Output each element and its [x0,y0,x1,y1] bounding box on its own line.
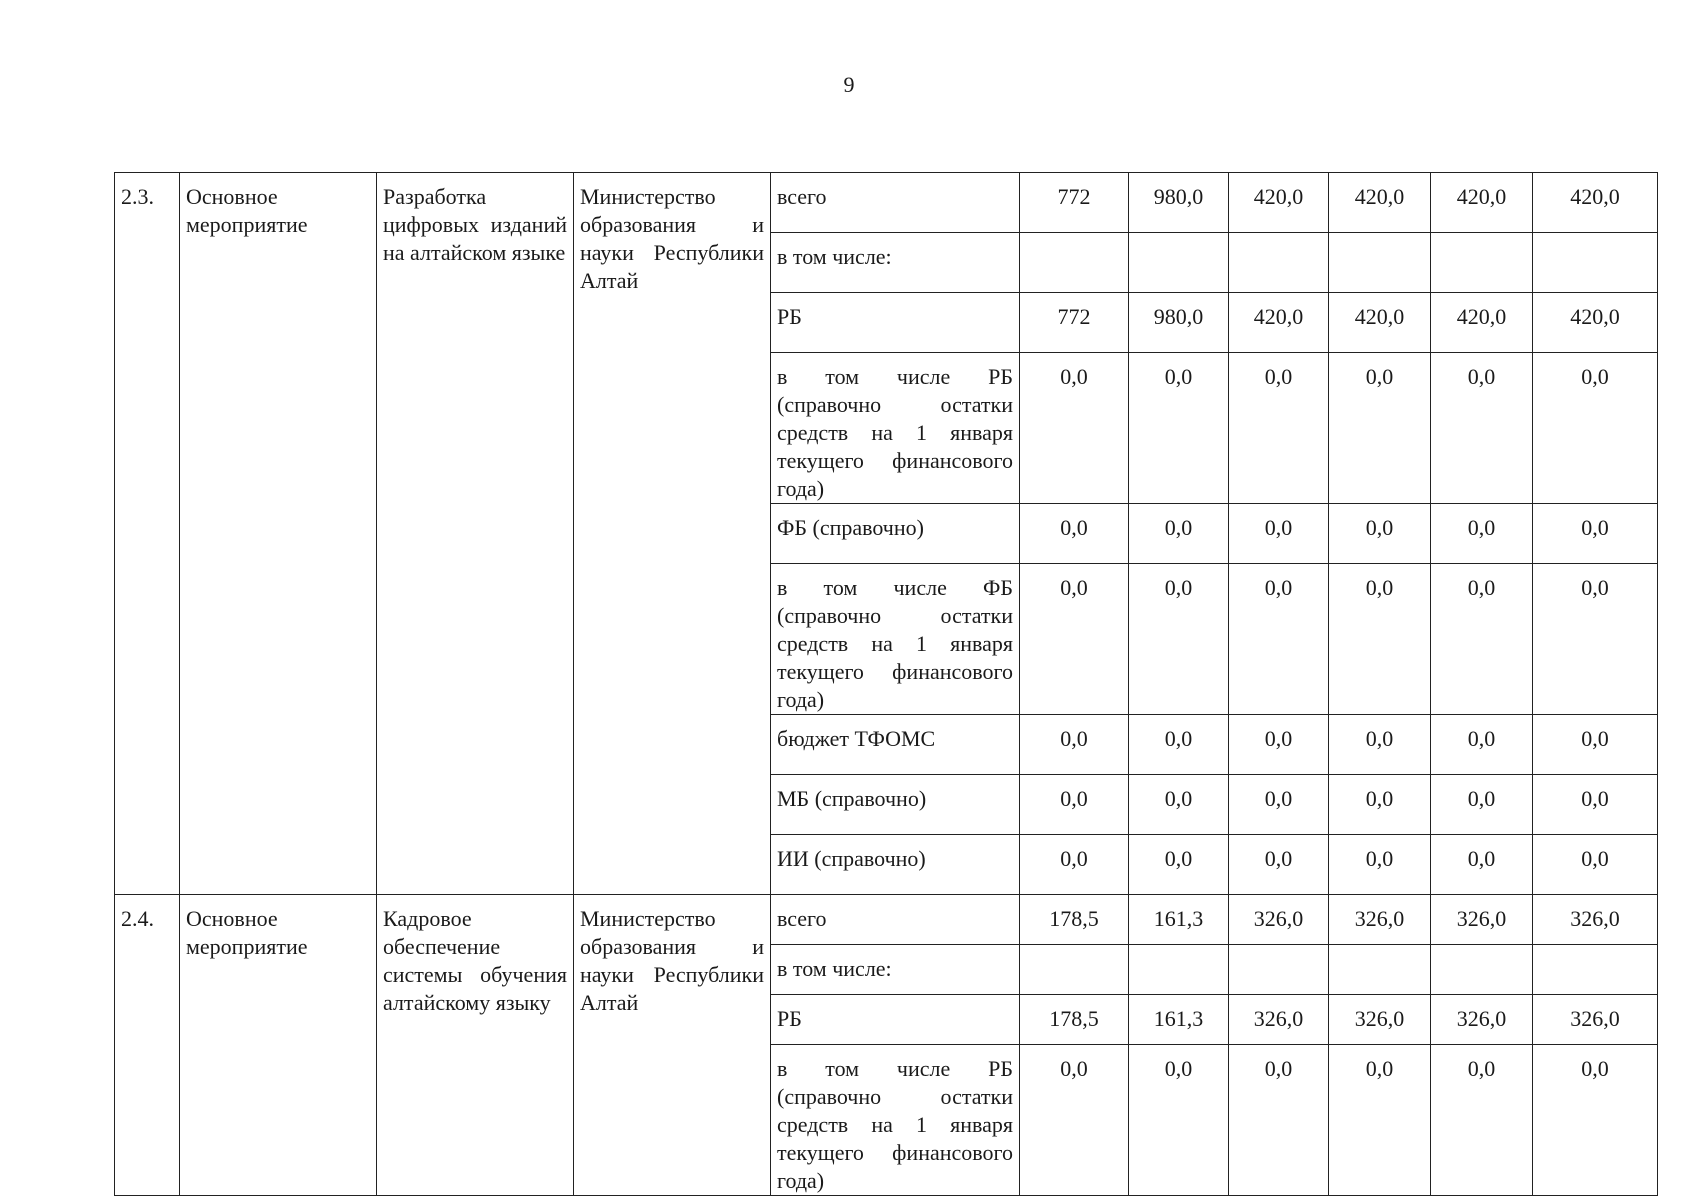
amount-cell: 0,0 [1431,835,1533,895]
amount-cell [1129,233,1229,293]
amount-cell [1129,945,1229,995]
amount-cell: 178,5 [1020,995,1129,1045]
budget-table [114,172,1658,1196]
funding-source: в том числе: [771,945,1020,995]
amount-cell [1431,945,1533,995]
amount-cell [1229,233,1329,293]
amount-cell: 0,0 [1020,775,1129,835]
amount-cell: 0,0 [1431,715,1533,775]
amount-cell: 0,0 [1431,775,1533,835]
amount-cell: 980,0 [1129,293,1229,353]
amount-cell: 0,0 [1329,835,1431,895]
amount-cell: 0,0 [1533,775,1658,835]
amount-cell: 0,0 [1129,775,1229,835]
amount-cell [1329,233,1431,293]
amount-cell: 326,0 [1229,995,1329,1045]
funding-source: ИИ (справочно) [771,835,1020,895]
executor: Министерство образования и науки Республики Алтай [574,173,771,895]
amount-cell: 0,0 [1329,775,1431,835]
amount-cell: 0,0 [1229,775,1329,835]
executor: Министерство образования и науки Республики Алтай [574,895,771,1196]
amount-cell: 0,0 [1329,564,1431,715]
amount-cell: 772 [1020,173,1129,233]
amount-cell: 420,0 [1533,293,1658,353]
amount-cell: 0,0 [1020,715,1129,775]
measure-type: Основное мероприятие [180,173,377,895]
amount-cell: 0,0 [1329,715,1431,775]
amount-cell: 0,0 [1329,353,1431,504]
funding-source: РБ [771,293,1020,353]
amount-cell [1020,945,1129,995]
amount-cell: 0,0 [1129,715,1229,775]
amount-cell: 0,0 [1533,504,1658,564]
amount-cell [1533,233,1658,293]
funding-source: бюджет ТФОМС [771,715,1020,775]
amount-cell: 326,0 [1431,895,1533,945]
amount-cell: 0,0 [1020,1045,1129,1196]
amount-cell: 420,0 [1229,173,1329,233]
funding-source: в том числе РБ (справочно остатки средств на 1 января текущего финансового года) [771,1045,1020,1196]
amount-cell: 0,0 [1533,564,1658,715]
measure-type: Основное мероприятие [180,895,377,1196]
amount-cell: 0,0 [1229,353,1329,504]
amount-cell: 0,0 [1533,715,1658,775]
amount-cell: 326,0 [1329,895,1431,945]
amount-cell: 0,0 [1020,564,1129,715]
amount-cell: 420,0 [1431,173,1533,233]
amount-cell: 0,0 [1229,715,1329,775]
amount-cell: 0,0 [1229,1045,1329,1196]
amount-cell: 178,5 [1020,895,1129,945]
amount-cell: 161,3 [1129,995,1229,1045]
funding-source: в том числе РБ (справочно остатки средств на 1 января текущего финансового года) [771,353,1020,504]
amount-cell: 0,0 [1533,353,1658,504]
amount-cell: 0,0 [1533,835,1658,895]
measure-name: Кадровое обеспечение системы обучения алтайскому языку [377,895,574,1196]
amount-cell: 326,0 [1431,995,1533,1045]
amount-cell: 772 [1020,293,1129,353]
funding-source: в том числе: [771,233,1020,293]
amount-cell: 420,0 [1431,293,1533,353]
amount-cell: 0,0 [1020,504,1129,564]
amount-cell: 980,0 [1129,173,1229,233]
amount-cell: 420,0 [1229,293,1329,353]
row-index: 2.4. [115,895,180,1196]
amount-cell: 0,0 [1329,504,1431,564]
amount-cell: 420,0 [1533,173,1658,233]
page-number: 9 [843,72,855,97]
amount-cell [1020,233,1129,293]
amount-cell: 326,0 [1229,895,1329,945]
amount-cell: 0,0 [1533,1045,1658,1196]
row-index: 2.3. [115,173,180,895]
funding-source: РБ [771,995,1020,1045]
amount-cell: 161,3 [1129,895,1229,945]
amount-cell: 0,0 [1431,1045,1533,1196]
amount-cell: 0,0 [1129,504,1229,564]
amount-cell: 0,0 [1020,353,1129,504]
table-row [115,895,1658,945]
table-body [115,173,1658,1196]
funding-source: всего [771,173,1020,233]
amount-cell: 326,0 [1533,995,1658,1045]
amount-cell: 0,0 [1229,835,1329,895]
amount-cell: 0,0 [1329,1045,1431,1196]
measure-name: Разработка цифровых изданий на алтайском языке [377,173,574,895]
amount-cell [1533,945,1658,995]
amount-cell [1329,945,1431,995]
amount-cell [1229,945,1329,995]
funding-source: МБ (справочно) [771,775,1020,835]
amount-cell: 0,0 [1431,564,1533,715]
amount-cell: 0,0 [1129,835,1229,895]
amount-cell: 0,0 [1129,564,1229,715]
funding-source: ФБ (справочно) [771,504,1020,564]
amount-cell: 0,0 [1129,353,1229,504]
amount-cell: 0,0 [1129,1045,1229,1196]
funding-source: всего [771,895,1020,945]
amount-cell: 0,0 [1431,353,1533,504]
amount-cell: 326,0 [1533,895,1658,945]
amount-cell: 420,0 [1329,173,1431,233]
amount-cell: 0,0 [1020,835,1129,895]
amount-cell: 0,0 [1229,504,1329,564]
amount-cell: 0,0 [1229,564,1329,715]
funding-source: в том числе ФБ (справочно остатки средств на 1 января текущего финансового года) [771,564,1020,715]
amount-cell: 326,0 [1329,995,1431,1045]
amount-cell [1431,233,1533,293]
amount-cell: 0,0 [1431,504,1533,564]
table-row [115,173,1658,233]
amount-cell: 420,0 [1329,293,1431,353]
